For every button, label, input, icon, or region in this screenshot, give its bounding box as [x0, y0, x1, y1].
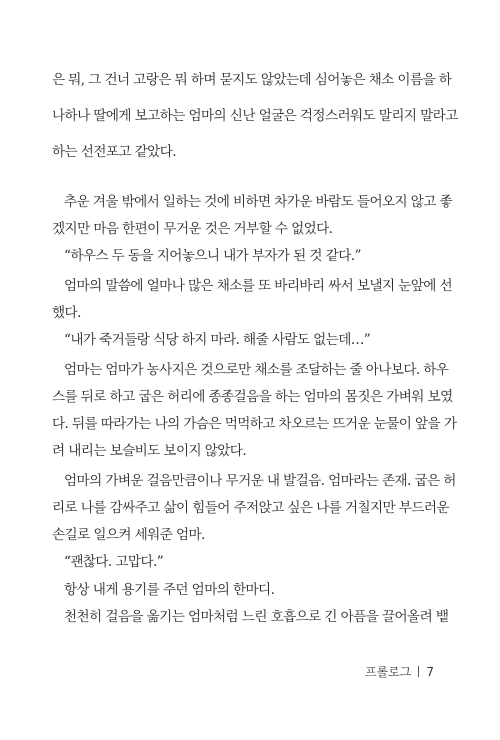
text-line: 추운 겨울 밖에서 일하는 것에 비하면 차가운 바람도 들어오지 않고 좋 [64, 194, 453, 210]
text-line: 했다. [52, 305, 81, 321]
text-line: 손길로 일으켜 세워준 엄마. [52, 527, 205, 543]
text-line: 스를 뒤로 하고 굽은 허리에 종종걸음을 하는 엄마의 몸짓은 가벼워 보였 [52, 389, 453, 405]
text-line: 은 뭐, 그 건너 고랑은 뭐 하며 묻지도 않았는데 심어놓은 채소 이름을 하 [52, 72, 452, 88]
text-line: 엄마의 가벼운 걸음만큼이나 무거운 내 발걸음. 엄마라는 존재. 굽은 허 [64, 473, 456, 489]
text-line: “내가 죽거들랑 식당 하지 마라. 해줄 사람도 없는데…” [64, 332, 371, 348]
text-line: 겠지만 마음 한편이 무거운 것은 거부할 수 없었다. [52, 221, 333, 237]
text-line: 리로 나를 감싸주고 삶이 힘들어 주저앉고 싶은 나를 거칠지만 부드러운 [52, 500, 449, 516]
footer-divider [418, 666, 419, 677]
running-header-section-title: 프롤로그 [364, 665, 412, 679]
text-line: 려 내리는 보슬비도 보이지 않았다. [52, 443, 247, 459]
text-line: 엄마의 말씀에 얼마나 많은 채소를 또 바리바리 싸서 보낼지 눈앞에 선 [64, 278, 453, 294]
text-line: “하우스 두 동을 지어놓으니 내가 부자가 된 것 같다.” [64, 248, 361, 264]
text-line: 하는 선전포고 같았다. [52, 144, 176, 160]
text-line: 엄마는 엄마가 농사지은 것으로만 채소를 조달하는 줄 아나보다. 하우 [64, 362, 449, 378]
text-line: 나하나 딸에게 보고하는 엄마의 신난 얼굴은 걱정스러워도 말리지 말라고 [52, 108, 458, 124]
text-line: 다. 뒤를 따라가는 나의 가슴은 먹먹하고 차오르는 뜨거운 눈물이 앞을 가 [52, 416, 457, 432]
page-number: 7 [426, 665, 434, 679]
text-line: “괜찮다. 고맙다.” [64, 554, 164, 570]
text-line: 천천히 걸음을 옮기는 엄마처럼 느린 호흡으로 긴 아픔을 끌어올려 뱉 [64, 609, 449, 625]
page-footer [365, 663, 434, 680]
text-line: 항상 내게 용기를 주던 엄마의 한마디. [64, 582, 275, 598]
